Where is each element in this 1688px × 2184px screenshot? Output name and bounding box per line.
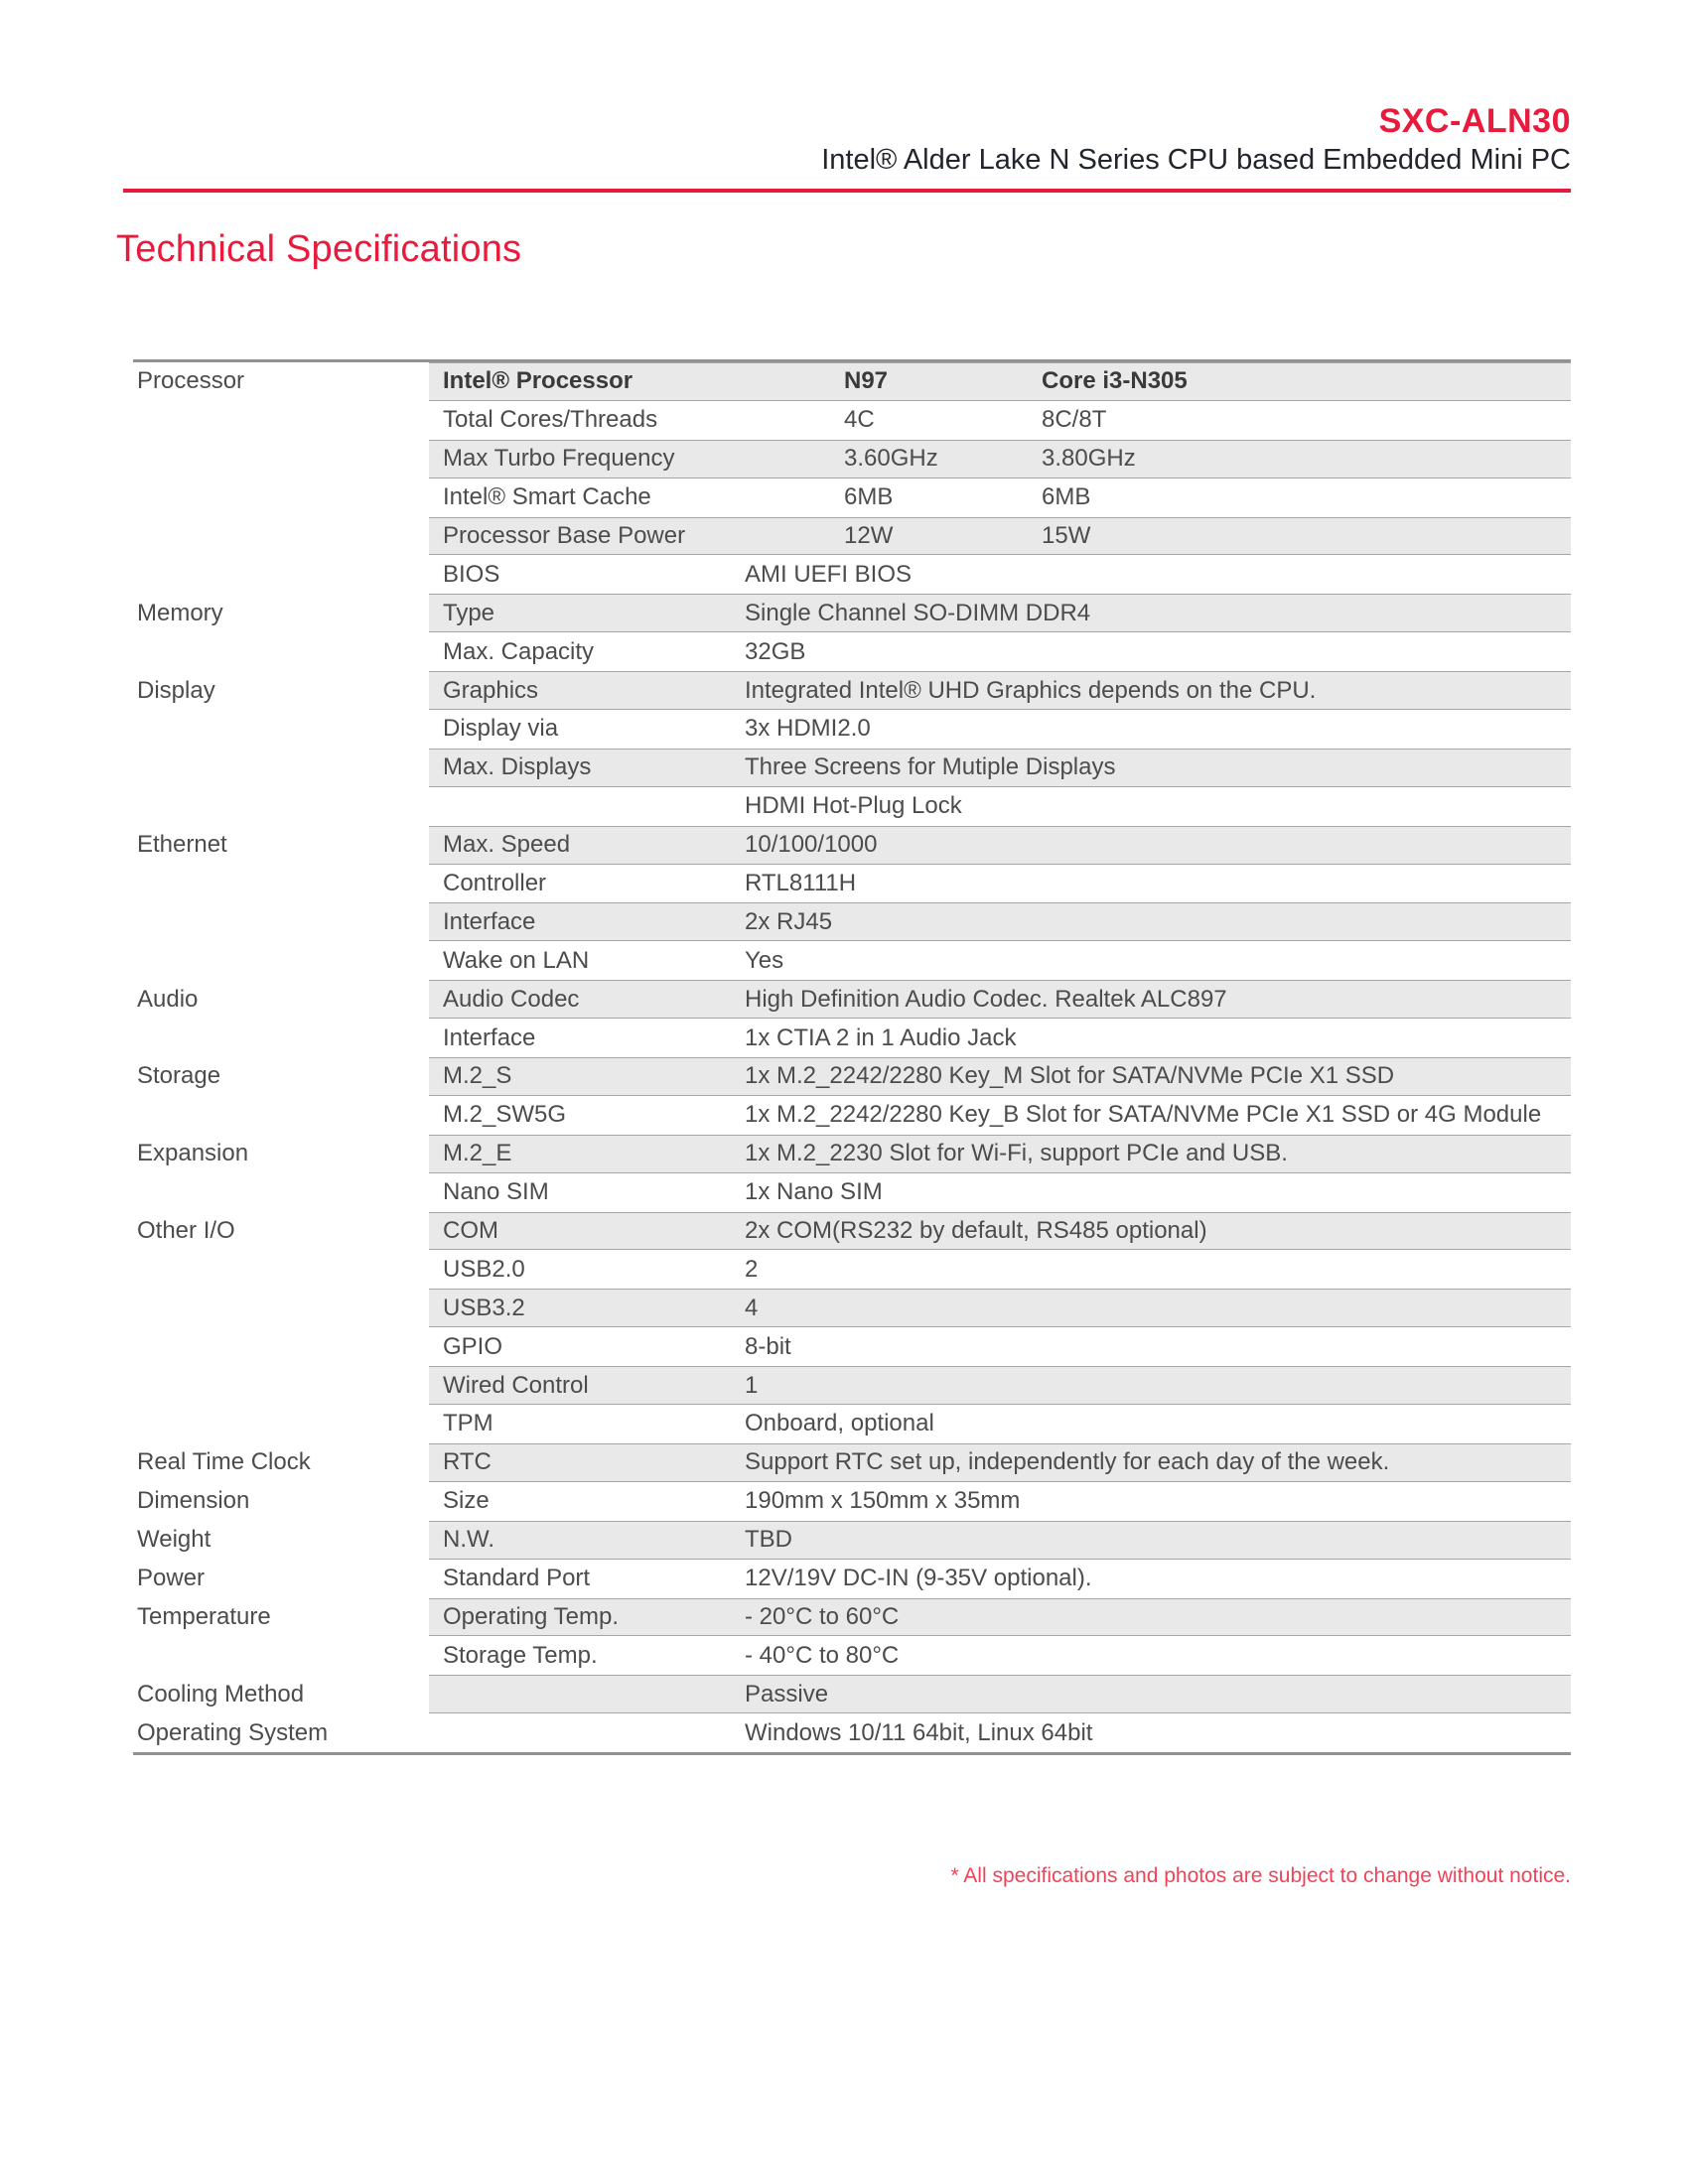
- category-label: [133, 941, 429, 980]
- spec-label: Wake on LAN: [443, 946, 590, 974]
- table-row: [133, 555, 1571, 594]
- spec-label: Graphics: [443, 676, 539, 704]
- spec-value: Integrated Intel® UHD Graphics depends on the CPU.: [745, 676, 1317, 704]
- spec-label: M.2_S: [443, 1062, 512, 1090]
- table-row: [133, 1212, 1571, 1251]
- table-row: [133, 1173, 1571, 1212]
- row-cells: [429, 478, 1571, 517]
- row-cells: [429, 710, 1571, 749]
- category-label: Other I/O: [133, 1212, 429, 1251]
- spec-value-n97: 6MB: [844, 483, 894, 511]
- spec-value: Yes: [745, 946, 784, 974]
- table-row: [133, 1482, 1571, 1521]
- category-label: Operating System: [133, 1713, 429, 1752]
- category-label: [133, 517, 429, 556]
- spec-value: 8-bit: [745, 1332, 791, 1360]
- category-label: [133, 787, 429, 826]
- row-cells: [429, 440, 1571, 478]
- spec-label: BIOS: [443, 560, 500, 588]
- spec-value: - 20°C to 60°C: [745, 1602, 900, 1630]
- spec-value: 3x HDMI2.0: [745, 715, 871, 743]
- table-row: [133, 1096, 1571, 1135]
- spec-label: Intel® Processor: [443, 367, 633, 395]
- row-cells: [429, 1443, 1571, 1482]
- spec-value: 2x RJ45: [745, 907, 833, 935]
- row-cells: [429, 1289, 1571, 1327]
- category-label: Temperature: [133, 1598, 429, 1637]
- category-label: [133, 1019, 429, 1057]
- spec-label: Max. Speed: [443, 831, 571, 859]
- spec-label: Total Cores/Threads: [443, 406, 658, 434]
- category-label: [133, 902, 429, 941]
- spec-value: Single Channel SO-DIMM DDR4: [745, 599, 1091, 626]
- row-cells: [429, 671, 1571, 710]
- row-cells: [429, 1366, 1571, 1405]
- category-label: Storage: [133, 1057, 429, 1096]
- spec-value: Windows 10/11 64bit, Linux 64bit: [745, 1718, 1093, 1746]
- spec-label: Operating Temp.: [443, 1602, 619, 1630]
- table-row: [133, 401, 1571, 440]
- spec-label: Max. Capacity: [443, 637, 595, 665]
- spec-value: 2: [745, 1255, 759, 1283]
- spec-value: 1x M.2_2230 Slot for Wi-Fi, support PCIe and USB.: [745, 1140, 1288, 1167]
- category-label: [133, 1289, 429, 1327]
- header-divider: [123, 189, 1571, 193]
- spec-label: Controller: [443, 870, 547, 897]
- row-cells: [429, 632, 1571, 671]
- row-cells: [429, 1250, 1571, 1289]
- category-label: Expansion: [133, 1135, 429, 1173]
- spec-label: Interface: [443, 907, 536, 935]
- table-row: [133, 671, 1571, 710]
- category-label: [133, 555, 429, 594]
- category-label: [133, 1250, 429, 1289]
- spec-label: USB2.0: [443, 1255, 525, 1283]
- row-cells: [429, 1521, 1571, 1560]
- table-row: [133, 440, 1571, 478]
- spec-label: Processor Base Power: [443, 522, 686, 549]
- table-row: [133, 1443, 1571, 1482]
- table-row: [133, 902, 1571, 941]
- row-cells: [429, 1173, 1571, 1212]
- spec-value: 12V/19V DC-IN (9-35V optional).: [745, 1565, 1092, 1592]
- row-cells: [429, 1019, 1571, 1057]
- spec-value: TBD: [745, 1526, 792, 1554]
- spec-value: 2x COM(RS232 by default, RS485 optional): [745, 1217, 1207, 1245]
- row-cells: [429, 594, 1571, 632]
- spec-value: 1x Nano SIM: [745, 1178, 883, 1206]
- spec-value: 190mm x 150mm x 35mm: [745, 1487, 1021, 1515]
- table-row: [133, 362, 1571, 401]
- row-cells: [429, 1327, 1571, 1366]
- spec-value-i3n305: 8C/8T: [1042, 406, 1107, 434]
- spec-label: USB3.2: [443, 1294, 525, 1321]
- table-row: [133, 1289, 1571, 1327]
- table-row: [133, 980, 1571, 1019]
- table-row: [133, 632, 1571, 671]
- product-subtitle: Intel® Alder Lake N Series CPU based Embedded Mini PC: [821, 144, 1571, 176]
- spec-label: Standard Port: [443, 1565, 591, 1592]
- table-row: [133, 594, 1571, 632]
- spec-label: Max Turbo Frequency: [443, 445, 675, 473]
- table-row: [133, 1636, 1571, 1675]
- table-row: [133, 1405, 1571, 1443]
- row-cells: [429, 826, 1571, 865]
- table-row: [133, 1521, 1571, 1560]
- table-row: [133, 787, 1571, 826]
- spec-label: TPM: [443, 1410, 493, 1437]
- row-cells: [429, 749, 1571, 787]
- row-cells: [429, 1713, 1571, 1752]
- spec-label: Interface: [443, 1024, 536, 1051]
- row-cells: [429, 865, 1571, 903]
- category-label: [133, 749, 429, 787]
- category-label: [133, 401, 429, 440]
- spec-value: 1x M.2_2242/2280 Key_B Slot for SATA/NVMe PCIe X1 SSD or 4G Module: [745, 1101, 1542, 1129]
- row-cells: [429, 1135, 1571, 1173]
- category-label: [133, 1636, 429, 1675]
- table-row: [133, 710, 1571, 749]
- spec-label: [429, 1713, 745, 1752]
- row-cells: [429, 1212, 1571, 1251]
- spec-value: 32GB: [745, 637, 806, 665]
- category-label: [133, 710, 429, 749]
- category-label: Ethernet: [133, 826, 429, 865]
- table-row: [133, 826, 1571, 865]
- spec-value-n97: N97: [844, 367, 889, 395]
- table-row: [133, 1327, 1571, 1366]
- spec-label: COM: [443, 1217, 498, 1245]
- spec-value-n97: 4C: [844, 406, 875, 434]
- category-label: [133, 1173, 429, 1212]
- category-label: Dimension: [133, 1482, 429, 1521]
- table-row: [133, 1713, 1571, 1752]
- category-label: [133, 1405, 429, 1443]
- category-label: Audio: [133, 980, 429, 1019]
- footnote: * All specifications and photos are subject to change without notice.: [950, 1864, 1571, 1887]
- category-label: [133, 1327, 429, 1366]
- spec-value-i3n305: 6MB: [1042, 483, 1091, 511]
- table-row: [133, 1560, 1571, 1598]
- category-label: [133, 440, 429, 478]
- table-row: [133, 865, 1571, 903]
- category-label: [133, 632, 429, 671]
- table-row: [133, 1019, 1571, 1057]
- spec-value: Three Screens for Mutiple Displays: [745, 753, 1116, 781]
- spec-label: Size: [443, 1487, 490, 1515]
- spec-value: 10/100/1000: [745, 831, 878, 859]
- row-cells: [429, 555, 1571, 594]
- spec-value: HDMI Hot-Plug Lock: [745, 792, 962, 820]
- spec-value: 1: [745, 1371, 759, 1399]
- spec-label: Storage Temp.: [443, 1641, 598, 1669]
- spec-value: High Definition Audio Codec. Realtek ALC897: [745, 985, 1227, 1013]
- spec-value: Passive: [745, 1680, 829, 1707]
- row-cells: [429, 980, 1571, 1019]
- category-label: [133, 478, 429, 517]
- row-cells: [429, 787, 1571, 826]
- spec-value: AMI UEFI BIOS: [745, 560, 913, 588]
- spec-value: 1x M.2_2242/2280 Key_M Slot for SATA/NVMe PCIe X1 SSD: [745, 1062, 1395, 1090]
- spec-label: Nano SIM: [443, 1178, 549, 1206]
- table-row: [133, 1250, 1571, 1289]
- table-row: [133, 1675, 1571, 1713]
- table-row: [133, 941, 1571, 980]
- spec-value-i3n305: Core i3-N305: [1042, 367, 1188, 395]
- page-header: [821, 101, 1571, 179]
- spec-label: GPIO: [443, 1332, 503, 1360]
- category-label: [133, 1096, 429, 1135]
- category-label: Processor: [133, 362, 429, 401]
- spec-label: Max. Displays: [443, 753, 592, 781]
- spec-label: Wired Control: [443, 1371, 589, 1399]
- spec-label: RTC: [443, 1448, 492, 1476]
- spec-label: M.2_SW5G: [443, 1101, 567, 1129]
- table-row: [133, 517, 1571, 556]
- spec-label: [429, 787, 745, 826]
- spec-label: Type: [443, 599, 495, 626]
- spec-value-i3n305: 3.80GHz: [1042, 445, 1136, 473]
- category-label: Display: [133, 671, 429, 710]
- spec-table: [133, 359, 1571, 1755]
- spec-label: N.W.: [443, 1526, 494, 1554]
- row-cells: [429, 1636, 1571, 1675]
- spec-label: Intel® Smart Cache: [443, 483, 651, 511]
- table-row: [133, 1057, 1571, 1096]
- row-cells: [429, 1560, 1571, 1598]
- row-cells: [429, 1675, 1571, 1713]
- category-label: Weight: [133, 1521, 429, 1560]
- row-cells: [429, 1405, 1571, 1443]
- row-cells: [429, 1057, 1571, 1096]
- table-row: [133, 1598, 1571, 1637]
- table-row: [133, 749, 1571, 787]
- table-row: [133, 478, 1571, 517]
- spec-value: Onboard, optional: [745, 1410, 934, 1437]
- product-code: SXC-ALN30: [1378, 102, 1571, 140]
- spec-label: Audio Codec: [443, 985, 580, 1013]
- table-row: [133, 1135, 1571, 1173]
- category-label: Memory: [133, 594, 429, 632]
- spec-value: - 40°C to 80°C: [745, 1641, 900, 1669]
- row-cells: [429, 362, 1571, 401]
- row-cells: [429, 517, 1571, 556]
- row-cells: [429, 1096, 1571, 1135]
- section-title: Technical Specifications: [116, 228, 522, 270]
- spec-label: Display via: [443, 715, 559, 743]
- spec-label: [429, 1676, 745, 1712]
- row-cells: [429, 1598, 1571, 1637]
- category-label: Real Time Clock: [133, 1443, 429, 1482]
- row-cells: [429, 1482, 1571, 1521]
- spec-label: M.2_E: [443, 1140, 512, 1167]
- spec-value: 4: [745, 1294, 759, 1321]
- spec-value-i3n305: 15W: [1042, 522, 1091, 549]
- spec-value-n97: 3.60GHz: [844, 445, 938, 473]
- row-cells: [429, 401, 1571, 440]
- category-label: Power: [133, 1560, 429, 1598]
- category-label: [133, 1366, 429, 1405]
- spec-value-n97: 12W: [844, 522, 894, 549]
- row-cells: [429, 941, 1571, 980]
- spec-value: RTL8111H: [745, 870, 857, 897]
- table-row: [133, 1366, 1571, 1405]
- category-label: Cooling Method: [133, 1675, 429, 1713]
- spec-value: 1x CTIA 2 in 1 Audio Jack: [745, 1024, 1017, 1051]
- category-label: [133, 865, 429, 903]
- row-cells: [429, 902, 1571, 941]
- spec-value: Support RTC set up, independently for each day of the week.: [745, 1448, 1390, 1476]
